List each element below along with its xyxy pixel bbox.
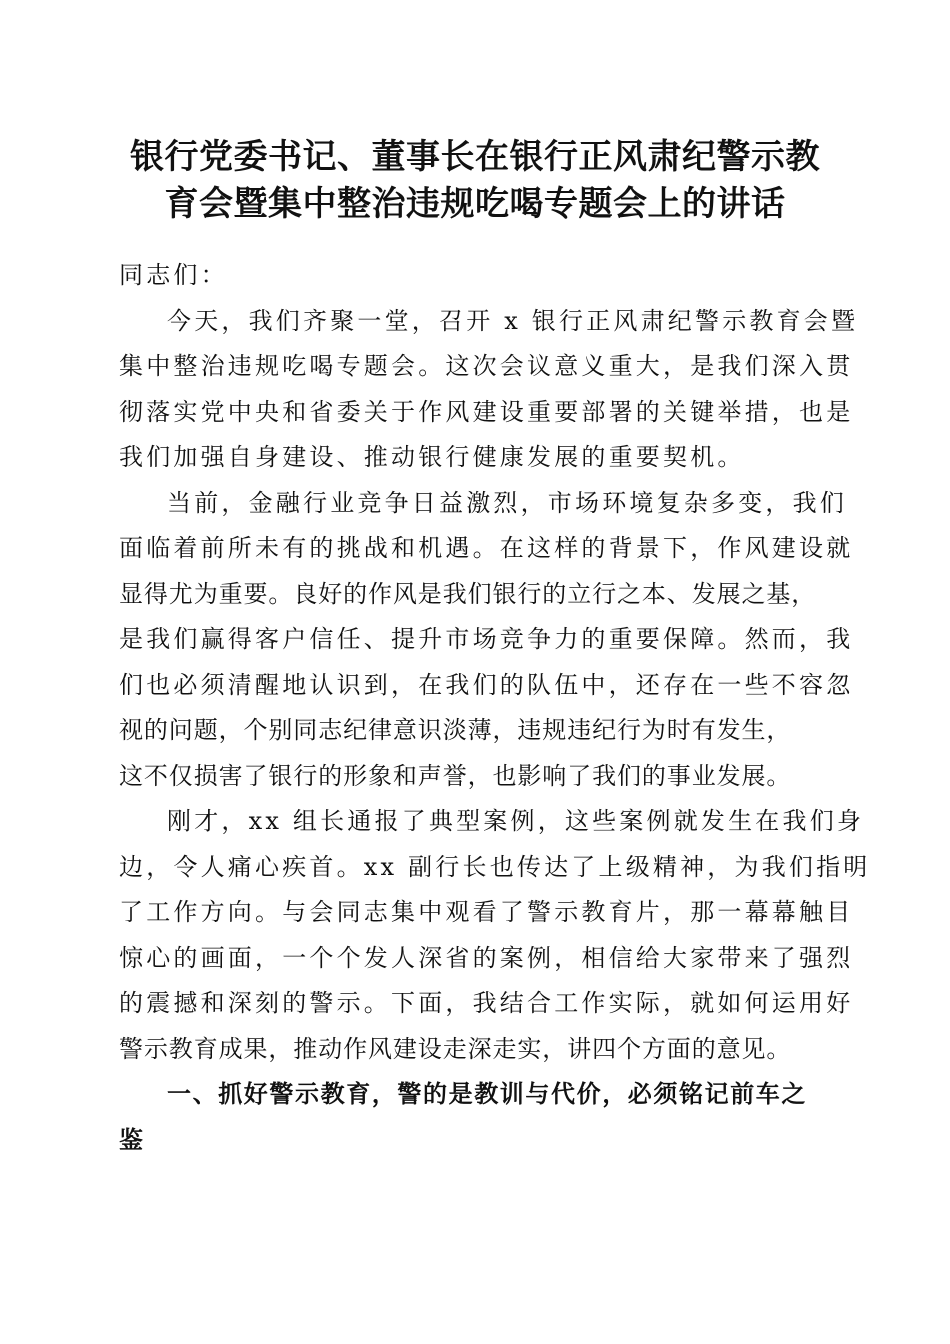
paragraph-line: 集中整治违规吃喝专题会。这次会议意义重大，是我们深入贯 (119, 352, 854, 380)
section-heading-line: 鉴 (119, 1125, 145, 1154)
salutation: 同志们： (119, 261, 228, 289)
section-heading-line: 一、抓好警示教育，警的是教训与代价，必须铭记前车之 (167, 1080, 807, 1108)
paragraph-line: 这不仅损害了银行的形象和声誉，也影响了我们的事业发展。 (119, 761, 792, 790)
title-line-1: 银行党委书记、董事长在银行正风肃纪警示教 (130, 137, 820, 177)
paragraph-line: 我们加强自身建设、推动银行健康发展的重要契机。 (119, 443, 745, 471)
paragraph-line: 视的问题，个别同志纪律意识淡薄，违规违纪行为时有发生， (119, 716, 792, 744)
paragraph-3 (119, 799, 871, 1072)
paragraph-line: 面临着前所未有的挑战和机遇。在这样的背景下，作风建设就 (119, 534, 854, 562)
paragraph-1 (119, 299, 859, 481)
document-body (119, 253, 871, 1163)
title-line-2: 育会暨集中整治违规吃喝专题会上的讲话 (164, 184, 786, 224)
paragraph-line: 惊心的画面，一个个发人深省的案例，相信给大家带来了强烈 (119, 943, 854, 972)
paragraph-line: 是我们赢得客户信任、提升市场竞争力的重要保障。然而，我 (119, 625, 854, 653)
section-heading-1 (119, 1072, 831, 1163)
paragraph-line: 警示教育成果，推动作风建设走深走实，讲四个方面的意见。 (119, 1034, 792, 1063)
paragraph-line: 显得尤为重要。良好的作风是我们银行的立行之本、发展之基， (119, 579, 817, 608)
paragraph-line: 边，令人痛心疾首。xx 副行长也传达了上级精神，为我们指明 (119, 852, 871, 881)
paragraph-line: 刚才，xx 组长通报了典型案例，这些案例就发生在我们身 (167, 807, 865, 835)
paragraph-line: 的震撼和深刻的警示。下面，我结合工作实际，就如何运用好 (119, 989, 854, 1017)
document-title (100, 134, 850, 228)
paragraph-line: 彻落实党中央和省委关于作风建设重要部署的关键举措，也是 (119, 397, 854, 426)
paragraph-line: 们也必须清醒地认识到，在我们的队伍中，还存在一些不容忽 (119, 670, 854, 699)
paragraph-line: 了工作方向。与会同志集中观看了警示教育片，那一幕幕触目 (119, 898, 854, 926)
paragraph-2 (119, 481, 854, 800)
paragraph-line: 今天，我们齐聚一堂，召开 x 银行正风肃纪警示教育会暨 (167, 306, 859, 335)
paragraph-line: 当前，金融行业竞争日益激烈，市场环境复杂多变，我们 (167, 488, 847, 517)
